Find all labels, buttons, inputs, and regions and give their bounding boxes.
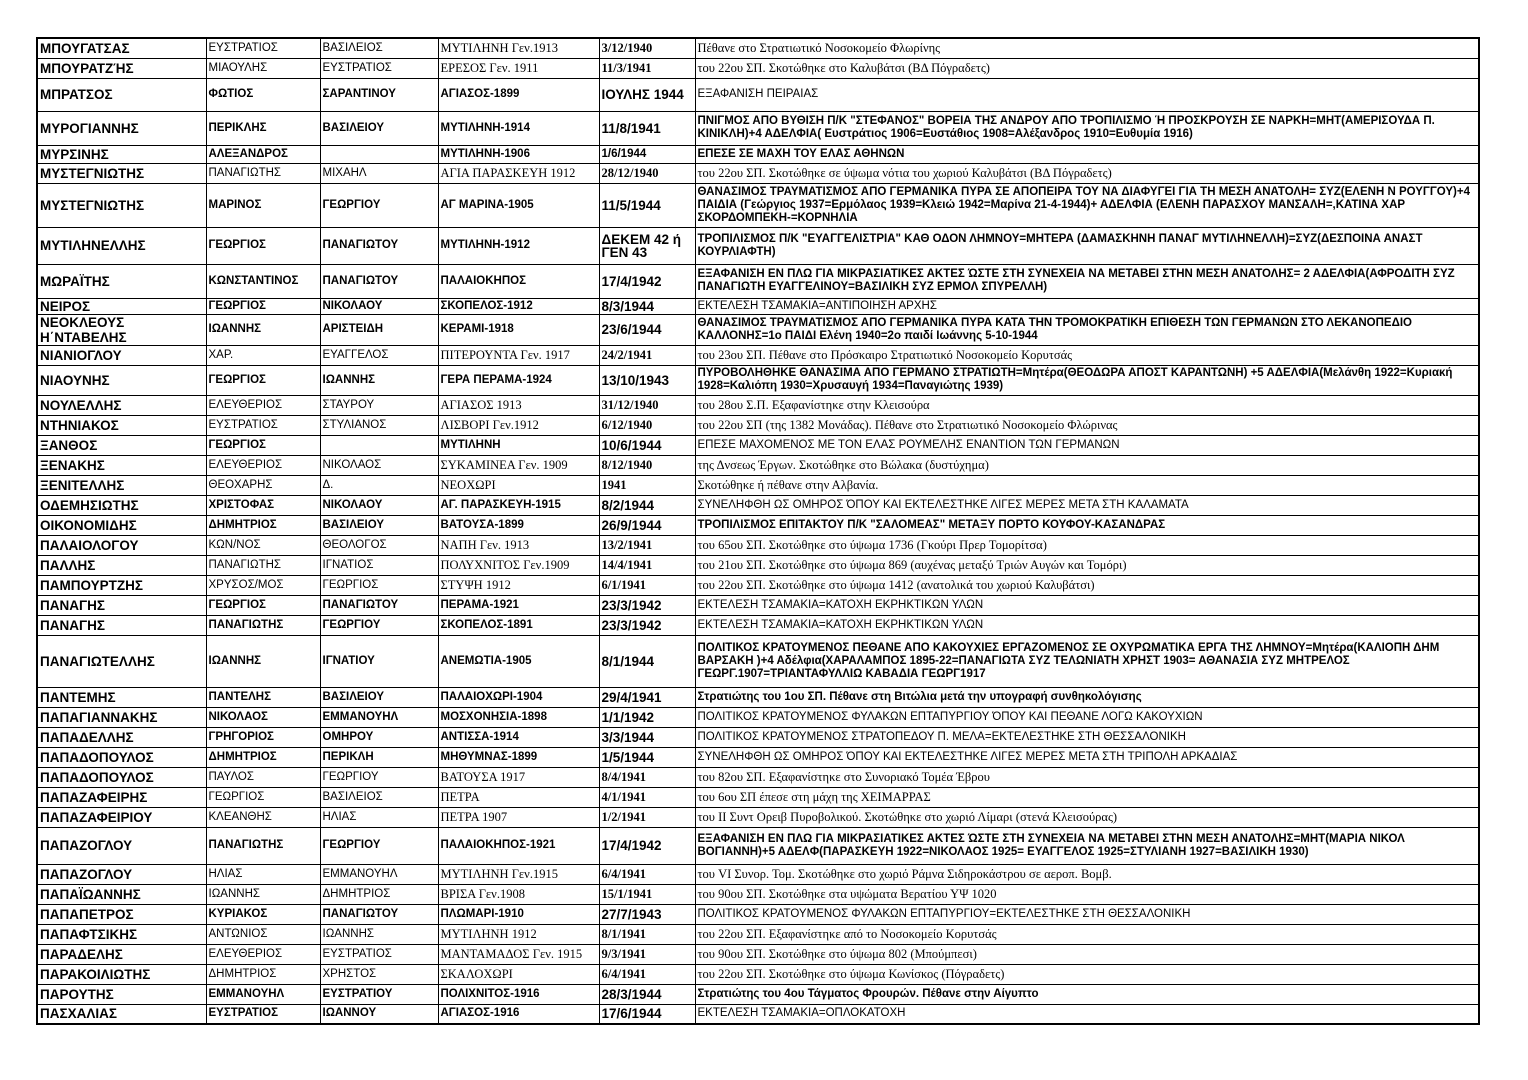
cell-father-name: ΝΙΚΟΛΑΟΥ: [320, 495, 438, 515]
table-row: [37, 807, 1479, 827]
cell-first-name: ΑΝΤΩΝΙΟΣ: [206, 924, 320, 944]
cell-first-name: ΓΕΩΡΓΙΟΣ: [206, 787, 320, 807]
cell-date: 8/1/1941: [599, 924, 695, 944]
cell-birthplace-year: ΜΑΝΤΑΜΑΔΟΣ Γεν. 1915: [438, 944, 599, 964]
cell-surname: ΠΑΝΤΕΜΗΣ: [37, 687, 206, 707]
cell-notes: ΠΥΡΟΒΟΛΗΘΗΚΕ ΘΑΝΑΣΙΜΑ ΑΠΟ ΓΕΡΜΑΝΟ ΣΤΡΑΤΙΩΤΗ=Μητέρα(ΘΕΟΔΩΡΑ ΑΠΟΣΤ ΚΑΡΑΝΤΩΝΗ) +5 ΑΔΕΛΦΙΑ(Μελάνθη 1922=Κυριακή 1928=Καλιόπη 1930=Χρυσαυγή 1934=Παναγιώτης 1939): [695, 365, 1479, 395]
cell-surname: ΠΑΠΑΔΟΠΟΥΛΟΣ: [37, 767, 206, 787]
cell-birthplace-year: ΝΑΠΗ Γεν. 1913: [438, 535, 599, 555]
cell-notes: Πέθανε στο Στρατιωτικό Νοσοκομείο Φλωρίνης: [695, 38, 1479, 58]
cell-notes: του 22ου ΣΠ. Εξαφανίστηκε από το Νοσοκομείο Κορυτσάς: [695, 924, 1479, 944]
cell-date: 1/2/1941: [599, 807, 695, 827]
cell-birthplace-year: ΠΑΛΑΙΟΚΗΠΟΣ: [438, 264, 599, 298]
cell-date: 14/4/1941: [599, 555, 695, 575]
cell-father-name: ΒΑΣΙΛΕΙΟΥ: [320, 515, 438, 535]
cell-father-name: ΕΥΣΤΡΑΤΙΟΥ: [320, 984, 438, 1004]
cell-surname: ΝΙΑΟΥΝΗΣ: [37, 365, 206, 395]
cell-first-name: ΧΡΥΣΟΣ/ΜΟΣ: [206, 575, 320, 595]
cell-notes: ΕΚΤΕΛΕΣΗ ΤΣΑΜΑΚΙΑ=ΚΑΤΟΧΗ ΕΚΡΗΚΤΙΚΩΝ ΥΛΩΝ: [695, 615, 1479, 635]
table-row: [37, 78, 1479, 111]
cell-notes: του 22ου ΣΠ. Σκοτώθηκε στο Καλυβάτσι (ΒΔ Πόγραδετς): [695, 58, 1479, 78]
cell-notes: ΕΚΤΕΛΕΣΗ ΤΣΑΜΑΚΙΑ=ΟΠΛΟΚΑΤΟΧΗ: [695, 1004, 1479, 1024]
cell-surname: ΠΑΝΑΓΙΩΤΕΛΛΗΣ: [37, 635, 206, 687]
cell-date: 11/8/1941: [599, 111, 695, 145]
cell-first-name: ΙΩΑΝΝΗΣ: [206, 884, 320, 904]
cell-notes: ΠΟΛΙΤΙΚΟΣ ΚΡΑΤΟΥΜΕΝΟΣ ΦΥΛΑΚΩΝ ΕΠΤΑΠΥΡΓΙΟΥ=ΕΚΤΕΛΕΣΤΗΚΕ ΣΤΗ ΘΕΣΣΑΛΟΝΙΚΗ: [695, 904, 1479, 924]
table-row: [37, 345, 1479, 365]
cell-notes: ΤΡΟΠΙΛΙΣΜΟΣ ΕΠΙΤΑΚΤΟΥ Π/Κ "ΣΑΛΟΜΕΑΣ" ΜΕΤΑΞΥ ΠΟΡΤΟ ΚΟΥΦΟΥ-ΚΑΣΑΝΔΡΑΣ: [695, 515, 1479, 535]
cell-father-name: ΕΥΑΓΓΕΛΟΣ: [320, 345, 438, 365]
cell-surname: ΜΩΡΑΪΤΗΣ: [37, 264, 206, 298]
cell-first-name: ΚΩΝΣΤΑΝΤΙΝΟΣ: [206, 264, 320, 298]
cell-birthplace-year: ΠΑΛΑΙΟΧΩΡΙ-1904: [438, 687, 599, 707]
cell-first-name: ΓΕΩΡΓΙΟΣ: [206, 435, 320, 455]
cell-date: 6/4/1941: [599, 864, 695, 884]
table-row: [37, 884, 1479, 904]
table-row: [37, 111, 1479, 145]
cell-first-name: ΠΑΝΤΕΛΗΣ: [206, 687, 320, 707]
cell-first-name: ΕΥΣΤΡΑΤΙΟΣ: [206, 38, 320, 58]
table-row: [37, 455, 1479, 475]
table-row: [37, 535, 1479, 555]
cell-birthplace-year: ΣΥΚΑΜΙΝΕΑ Γεν. 1909: [438, 455, 599, 475]
cell-first-name: ΓΕΩΡΓΙΟΣ: [206, 227, 320, 264]
cell-notes: ΠΟΛΙΤΙΚΟΣ ΚΡΑΤΟΥΜΕΝΟΣ ΦΥΛΑΚΩΝ ΕΠΤΑΠΥΡΓΙΟΥ ΌΠΟΥ ΚΑΙ ΠΕΘΑΝΕ ΛΟΓΩ ΚΑΚΟΥΧΙΩΝ: [695, 707, 1479, 727]
cell-surname: ΟΔΕΜΗΣΙΩΤΗΣ: [37, 495, 206, 515]
cell-surname: ΞΕΝΑΚΗΣ: [37, 455, 206, 475]
cell-first-name: ΕΛΕΥΘΕΡΙΟΣ: [206, 944, 320, 964]
cell-first-name: ΙΩΑΝΝΗΣ: [206, 635, 320, 687]
cell-father-name: ΒΑΣΙΛΕΙΟΥ: [320, 687, 438, 707]
cell-notes: ΕΠΕΣΕ ΣΕ ΜΑΧΗ ΤΟΥ ΕΛΑΣ ΑΘΗΝΩΝ: [695, 145, 1479, 163]
cell-birthplace-year: ΑΓΙΑΣΟΣ-1899: [438, 78, 599, 111]
cell-surname: ΝΙΑΝΙΟΓΛΟΥ: [37, 345, 206, 365]
cell-first-name: ΝΙΚΟΛΑΟΣ: [206, 707, 320, 727]
cell-surname: ΜΥΣΤΕΓΝΙΩΤΗΣ: [37, 163, 206, 183]
cell-first-name: ΧΑΡ.: [206, 345, 320, 365]
cell-surname: ΞΑΝΘΟΣ: [37, 435, 206, 455]
cell-father-name: ΣΤΥΛΙΑΝΟΣ: [320, 415, 438, 435]
cell-father-name: ΙΩΑΝΝΗΣ: [320, 365, 438, 395]
cell-date: 23/3/1942: [599, 595, 695, 615]
cell-notes: του 22ου ΣΠ (της 1382 Μονάδας). Πέθανε στο Στρατιωτικό Νοσοκομείο Φλώρινας: [695, 415, 1479, 435]
cell-date: 8/2/1944: [599, 495, 695, 515]
cell-date: 29/4/1941: [599, 687, 695, 707]
cell-date: 8/4/1941: [599, 767, 695, 787]
cell-father-name: ΣΤΑΥΡΟΥ: [320, 395, 438, 415]
cell-first-name: ΜΑΡΙΝΟΣ: [206, 183, 320, 227]
table-row: [37, 395, 1479, 415]
cell-birthplace-year: ΑΝΤΙΣΣΑ-1914: [438, 727, 599, 747]
cell-surname: ΠΑΠΑΓΙΑΝΝΑΚΗΣ: [37, 707, 206, 727]
cell-father-name: ΠΕΡΙΚΛΗ: [320, 747, 438, 767]
cell-surname: ΠΑΠΑΦΤΣΙΚΗΣ: [37, 924, 206, 944]
cell-date: 11/5/1944: [599, 183, 695, 227]
table-row: [37, 264, 1479, 298]
cell-surname: ΠΑΠΑΖΑΦΕΙΡΙΟΥ: [37, 807, 206, 827]
cell-surname: ΠΑΝΑΓΗΣ: [37, 595, 206, 615]
cell-notes: του 82ου ΣΠ. Εξαφανίστηκε στο Συνοριακό Τομέα Έβρου: [695, 767, 1479, 787]
cell-father-name: ΓΕΩΡΓΙΟΥ: [320, 615, 438, 635]
cell-father-name: ΕΥΣΤΡΑΤΙΟΣ: [320, 58, 438, 78]
cell-father-name: ΙΓΝΑΤΙΟΣ: [320, 555, 438, 575]
table-row: [37, 687, 1479, 707]
cell-date: ΔΕΚΕΜ 42 ή ΓΕΝ 43: [599, 227, 695, 264]
cell-date: 6/1/1941: [599, 575, 695, 595]
cell-birthplace-year: ΠΕΤΡΑ: [438, 787, 599, 807]
table-row: [37, 924, 1479, 944]
cell-birthplace-year: ΠΕΤΡΑ 1907: [438, 807, 599, 827]
table-row: [37, 575, 1479, 595]
cell-surname: ΝΕΟΚΛΕΟΥΣ Η΄ΝΤΑΒΕΛΗΣ: [37, 314, 206, 345]
cell-birthplace-year: ΠΟΛΥΧΝΙΤΟΣ Γεν.1909: [438, 555, 599, 575]
cell-first-name: ΙΩΑΝΝΗΣ: [206, 314, 320, 345]
cell-birthplace-year: ΣΚΑΛΟΧΩΡΙ: [438, 964, 599, 984]
cell-father-name: ΠΑΝΑΓΙΩΤΟΥ: [320, 264, 438, 298]
cell-first-name: ΔΗΜΗΤΡΙΟΣ: [206, 515, 320, 535]
cell-first-name: ΜΙΑΟΥΛΗΣ: [206, 58, 320, 78]
cell-surname: ΠΑΠΑΠΕΤΡΟΣ: [37, 904, 206, 924]
cell-first-name: ΓΕΩΡΓΙΟΣ: [206, 595, 320, 615]
cell-notes: ΕΞΑΦΑΝΙΣΗ ΠΕΙΡΑΙΑΣ: [695, 78, 1479, 111]
table-row: [37, 495, 1479, 515]
cell-birthplace-year: ΜΟΣΧΟΝΗΣΙΑ-1898: [438, 707, 599, 727]
cell-first-name: ΔΗΜΗΤΡΙΟΣ: [206, 964, 320, 984]
cell-birthplace-year: ΒΡΙΣΑ Γεν.1908: [438, 884, 599, 904]
table-row: [37, 227, 1479, 264]
cell-surname: ΠΑΠΑΔΟΠΟΥΛΟΣ: [37, 747, 206, 767]
cell-surname: ΜΥΡΣΙΝΗΣ: [37, 145, 206, 163]
cell-birthplace-year: ΜΥΤΙΛΗΝΗ Γεν.1915: [438, 864, 599, 884]
table-row: [37, 615, 1479, 635]
table-row: [37, 635, 1479, 687]
table-row: [37, 904, 1479, 924]
cell-birthplace-year: ΜΥΤΙΛΗΝΗ 1912: [438, 924, 599, 944]
cell-birthplace-year: ΠΛΩΜΑΡΙ-1910: [438, 904, 599, 924]
cell-birthplace-year: ΜΥΤΙΛΗΝΗ-1912: [438, 227, 599, 264]
cell-date: 3/12/1940: [599, 38, 695, 58]
cell-father-name: [320, 435, 438, 455]
cell-father-name: Δ.: [320, 475, 438, 495]
victims-table: [36, 37, 1480, 1025]
cell-birthplace-year: ΜΥΤΙΛΗΝΗ-1906: [438, 145, 599, 163]
cell-date: 27/7/1943: [599, 904, 695, 924]
cell-date: 17/4/1942: [599, 264, 695, 298]
cell-surname: ΠΑΡΑΚΟΙΛΙΩΤΗΣ: [37, 964, 206, 984]
table-row: [37, 58, 1479, 78]
cell-first-name: ΕΛΕΥΘΕΡΙΟΣ: [206, 395, 320, 415]
cell-notes: του 90ου ΣΠ. Σκοτώθηκε στο ύψωμα 802 (Μπούμπεσι): [695, 944, 1479, 964]
cell-date: 8/12/1940: [599, 455, 695, 475]
cell-birthplace-year: ΜΗΘΥΜΝΑΣ-1899: [438, 747, 599, 767]
cell-first-name: ΚΛΕΑΝΘΗΣ: [206, 807, 320, 827]
cell-date: 10/6/1944: [599, 435, 695, 455]
cell-date: 8/1/1944: [599, 635, 695, 687]
cell-surname: ΠΑΠΑΖΟΓΛΟΥ: [37, 827, 206, 864]
cell-birthplace-year: ΜΥΤΙΛΗΝΗ: [438, 435, 599, 455]
cell-surname: ΝΤΗΝΙΑΚΟΣ: [37, 415, 206, 435]
cell-father-name: ΙΓΝΑΤΙΟΥ: [320, 635, 438, 687]
cell-date: 9/3/1941: [599, 944, 695, 964]
table-row: [37, 787, 1479, 807]
cell-first-name: ΕΜΜΑΝΟΥΗΛ: [206, 984, 320, 1004]
table-row: [37, 984, 1479, 1004]
cell-date: 11/3/1941: [599, 58, 695, 78]
cell-birthplace-year: ΚΕΡΑΜΙ-1918: [438, 314, 599, 345]
cell-notes: του 23ου ΣΠ. Πέθανε στο Πρόσκαιρο Στρατιωτικό Νοσοκομείο Κορυτσάς: [695, 345, 1479, 365]
cell-father-name: ΕΜΜΑΝΟΥΗΛ: [320, 707, 438, 727]
cell-notes: του 90ου ΣΠ. Σκοτώθηκε στα υψώματα Βερατίου ΥΨ 1020: [695, 884, 1479, 904]
cell-notes: του 22ου ΣΠ. Σκοτώθηκε στο ύψωμα 1412 (ανατολικά του χωριού Καλυβάτσι): [695, 575, 1479, 595]
table-row: [37, 864, 1479, 884]
cell-notes: Στρατιώτης του 4ου Τάγματος Φρουρών. Πέθανε στην Αίγυπτο: [695, 984, 1479, 1004]
document-page: [36, 37, 1478, 1025]
table-row: [37, 747, 1479, 767]
cell-father-name: ΙΩΑΝΝΗΣ: [320, 924, 438, 944]
cell-date: 23/6/1944: [599, 314, 695, 345]
table-row: [37, 145, 1479, 163]
cell-birthplace-year: ΑΓΙΑΣΟΣ 1913: [438, 395, 599, 415]
cell-notes: ΣΥΝΕΛΗΦΘΗ ΩΣ ΟΜΗΡΟΣ ΌΠΟΥ ΚΑΙ ΕΚΤΕΛΕΣΤΗΚΕ ΛΙΓΕΣ ΜΕΡΕΣ ΜΕΤΑ ΣΤΗ ΤΡΙΠΟΛΗ ΑΡΚΑΔΙΑΣ: [695, 747, 1479, 767]
cell-birthplace-year: ΒΑΤΟΥΣΑ 1917: [438, 767, 599, 787]
cell-birthplace-year: ΛΙΣΒΟΡΙ Γεν.1912: [438, 415, 599, 435]
cell-first-name: ΕΥΣΤΡΑΤΙΟΣ: [206, 415, 320, 435]
cell-first-name: ΧΡΙΣΤΟΦΑΣ: [206, 495, 320, 515]
cell-birthplace-year: ΒΑΤΟΥΣΑ-1899: [438, 515, 599, 535]
cell-first-name: ΑΛΕΞΑΝΔΡΟΣ: [206, 145, 320, 163]
cell-father-name: ΕΜΜΑΝΟΥΗΛ: [320, 864, 438, 884]
cell-surname: ΝΟΥΛΕΛΛΗΣ: [37, 395, 206, 415]
cell-father-name: ΟΜΗΡΟΥ: [320, 727, 438, 747]
cell-father-name: ΒΑΣΙΛΕΙΟΣ: [320, 787, 438, 807]
cell-first-name: ΠΑΝΑΓΙΩΤΗΣ: [206, 615, 320, 635]
table-row: [37, 298, 1479, 314]
cell-date: 13/10/1943: [599, 365, 695, 395]
cell-surname: ΠΑΡΑΔΕΛΗΣ: [37, 944, 206, 964]
cell-date: 28/3/1944: [599, 984, 695, 1004]
cell-first-name: ΚΩΝ/ΝΟΣ: [206, 535, 320, 555]
cell-notes: ΕΚΤΕΛΕΣΗ ΤΣΑΜΑΚΙΑ=ΑΝΤΙΠΟΙΗΣΗ ΑΡΧΗΣ: [695, 298, 1479, 314]
cell-notes: του 65ου ΣΠ. Σκοτώθηκε στο ύψωμα 1736 (Γκούρι Πρερ Τομορίτσα): [695, 535, 1479, 555]
table-row: [37, 707, 1479, 727]
cell-first-name: ΠΑΝΑΓΙΩΤΗΣ: [206, 163, 320, 183]
cell-father-name: ΒΑΣΙΛΕΙΟΣ: [320, 38, 438, 58]
cell-notes: ΕΠΕΣΕ ΜΑΧΟΜΕΝΟΣ ΜΕ ΤΟΝ ΕΛΑΣ ΡΟΥΜΕΛΗΣ ΕΝΑΝΤΙΟΝ ΤΩΝ ΓΕΡΜΑΝΩΝ: [695, 435, 1479, 455]
cell-father-name: ΓΕΩΡΓΙΟΥ: [320, 183, 438, 227]
cell-surname: ΟΙΚΟΝΟΜΙΔΗΣ: [37, 515, 206, 535]
cell-date: 1/6/1944: [599, 145, 695, 163]
cell-first-name: ΠΕΡΙΚΛΗΣ: [206, 111, 320, 145]
cell-father-name: ΠΑΝΑΓΙΩΤΟΥ: [320, 227, 438, 264]
cell-date: 1941: [599, 475, 695, 495]
cell-father-name: ΙΩΑΝΝΟΥ: [320, 1004, 438, 1024]
cell-date: 24/2/1941: [599, 345, 695, 365]
cell-surname: ΠΑΠΑΪΩΑΝΝΗΣ: [37, 884, 206, 904]
cell-surname: ΜΠΟΥΡΑΤΖΉΣ: [37, 58, 206, 78]
cell-notes: Σκοτώθηκε ή πέθανε στην Αλβανία.: [695, 475, 1479, 495]
cell-father-name: [320, 145, 438, 163]
cell-surname: ΠΑΠΑΖΟΓΛΟΥ: [37, 864, 206, 884]
cell-father-name: ΣΑΡΑΝΤΙΝΟΥ: [320, 78, 438, 111]
cell-first-name: ΚΥΡΙΑΚΟΣ: [206, 904, 320, 924]
cell-notes: του ΙΙ Συντ Ορειβ Πυροβολικού. Σκοτώθηκε στο χωριό Λίμαρι (στενά Κλεισούρας): [695, 807, 1479, 827]
cell-father-name: ΑΡΙΣΤΕΙΔΗ: [320, 314, 438, 345]
table-body: [37, 38, 1479, 1024]
cell-birthplace-year: ΠΙΤΕΡΟΥΝΤΑ Γεν. 1917: [438, 345, 599, 365]
cell-date: 17/4/1942: [599, 827, 695, 864]
table-row: [37, 415, 1479, 435]
table-row: [37, 964, 1479, 984]
cell-notes: ΕΚΤΕΛΕΣΗ ΤΣΑΜΑΚΙΑ=ΚΑΤΟΧΗ ΕΚΡΗΚΤΙΚΩΝ ΥΛΩΝ: [695, 595, 1479, 615]
cell-notes: ΘΑΝΑΣΙΜΟΣ ΤΡΑΥΜΑΤΙΣΜΟΣ ΑΠΟ ΓΕΡΜΑΝΙΚΑ ΠΥΡΑ ΚΑΤΑ ΤΗΝ ΤΡΟΜΟΚΡΑΤΙΚΗ ΕΠΙΘΕΣΗ ΤΩΝ ΓΕΡΜΑΝΩΝ ΣΤΟ ΛΕΚΑΝΟΠΕΔΙΟ ΚΑΛΛΟΝΗΣ=1ο ΠΑΙΔΙ Ελένη 1940=2ο παιδί Ιωάννης 5-10-1944: [695, 314, 1479, 345]
table-row: [37, 365, 1479, 395]
table-row: [37, 595, 1479, 615]
cell-first-name: ΕΛΕΥΘΕΡΙΟΣ: [206, 455, 320, 475]
cell-surname: ΜΥΣΤΕΓΝΙΩΤΗΣ: [37, 183, 206, 227]
cell-notes: του VI Συνορ. Τομ. Σκοτώθηκε στο χωριό Ράμνα Σιδηροκάστρου σε αεροπ. Βομβ.: [695, 864, 1479, 884]
cell-birthplace-year: ΣΤΥΨΗ 1912: [438, 575, 599, 595]
cell-notes: Στρατιώτης του 1ου ΣΠ. Πέθανε στη Βιτώλια μετά την υπογραφή συνθηκολόγισης: [695, 687, 1479, 707]
cell-notes: ΕΞΑΦΑΝΙΣΗ ΕΝ ΠΛΩ ΓΙΑ ΜΙΚΡΑΣΙΑΤΙΚΕΣ ΑΚΤΕΣ ΏΣΤΕ ΣΤΗ ΣΥΝΕΧΕΙΑ ΝΑ ΜΕΤΑΒΕΙ ΣΤΗΝ ΜΕΣΗ ΑΝΑΤΟΛΗΣ=ΜΗΤ(ΜΑΡΙΑ ΝΙΚΟΛ ΒΟΓΙΑΝΝΗ)+5 ΑΔΕΛΦ(ΠΑΡΑΣΚΕΥΗ 1922=ΝΙΚΟΛΑΟΣ 1925= ΕΥΑΓΓΕΛΟΣ 1925=ΣΤΥΛΙΑΝΗ 1927=ΒΑΣΙΛΙΚΗ 1930): [695, 827, 1479, 864]
table-row: [37, 767, 1479, 787]
cell-surname: ΞΕΝΙΤΕΛΛΗΣ: [37, 475, 206, 495]
cell-surname: ΝΕΙΡΟΣ: [37, 298, 206, 314]
cell-notes: του 22ου ΣΠ. Σκοτώθηκε σε ύψωμα νότια του χωριού Καλυβάτσι (ΒΔ Πόγραδετς): [695, 163, 1479, 183]
cell-birthplace-year: ΑΓ ΜΑΡΙΝΑ-1905: [438, 183, 599, 227]
cell-notes: ΤΡΟΠΙΛΙΣΜΟΣ Π/Κ "ΕΥΑΓΓΕΛΙΣΤΡΙΑ" ΚΑΘ ΟΔΟΝ ΛΗΜΝΟΥ=ΜΗΤΕΡΑ (ΔΑΜΑΣΚΗΝΗ ΠΑΝΑΓ ΜΥΤΙΛΗΝΕΛΛΗ)=ΣΥΖ(ΔΕΣΠΟΙΝΑ ΑΝΑΣΤ ΚΟΥΡΛΙΑΦΤΗ): [695, 227, 1479, 264]
cell-date: 28/12/1940: [599, 163, 695, 183]
table-row: [37, 555, 1479, 575]
cell-first-name: ΦΩΤΙΟΣ: [206, 78, 320, 111]
cell-birthplace-year: ΠΑΛΑΙΟΚΗΠΟΣ-1921: [438, 827, 599, 864]
cell-father-name: ΠΑΝΑΓΙΩΤΟΥ: [320, 904, 438, 924]
cell-notes: του 22ου ΣΠ. Σκοτώθηκε στο ύψωμα Κωνίσκος (Πόγραδετς): [695, 964, 1479, 984]
cell-date: 13/2/1941: [599, 535, 695, 555]
table-row: [37, 727, 1479, 747]
cell-notes: ΕΞΑΦΑΝΙΣΗ ΕΝ ΠΛΩ ΓΙΑ ΜΙΚΡΑΣΙΑΤΙΚΕΣ ΑΚΤΕΣ ΏΣΤΕ ΣΤΗ ΣΥΝΕΧΕΙΑ ΝΑ ΜΕΤΑΒΕΙ ΣΤΗΝ ΜΕΣΗ ΑΝΑΤΟΛΗΣ= 2 ΑΔΕΛΦΙΑ(ΑΦΡΟΔΙΤΗ ΣΥΖ ΠΑΝΑΓΙΩΤΗ ΕΥΑΓΓΕΛΙΝΟΥ=ΒΑΣΙΛΙΚΗ ΣΥΖ ΕΡΜΟΛ ΣΠΥΡΕΛΛΗ): [695, 264, 1479, 298]
cell-father-name: ΔΗΜΗΤΡΙΟΣ: [320, 884, 438, 904]
cell-notes: του 21ου ΣΠ. Σκοτώθηκε στο ύψωμα 869 (αυχένας μεταξύ Τριών Αυγών και Τομόρι): [695, 555, 1479, 575]
cell-father-name: ΗΛΙΑΣ: [320, 807, 438, 827]
table-row: [37, 314, 1479, 345]
cell-surname: ΜΠΡΑΤΣΟΣ: [37, 78, 206, 111]
cell-surname: ΠΑΜΠΟΥΡΤΖΗΣ: [37, 575, 206, 595]
table-row: [37, 827, 1479, 864]
cell-surname: ΠΑΠΑΔΕΛΛΗΣ: [37, 727, 206, 747]
cell-first-name: ΠΑΝΑΓΙΩΤΗΣ: [206, 555, 320, 575]
cell-father-name: ΒΑΣΙΛΕΙΟΥ: [320, 111, 438, 145]
cell-date: 6/12/1940: [599, 415, 695, 435]
cell-first-name: ΔΗΜΗΤΡΙΟΣ: [206, 747, 320, 767]
cell-notes: ΠΝΙΓΜΟΣ ΑΠΟ ΒΥΘΙΣΗ Π/Κ "ΣΤΕΦΑΝΟΣ" ΒΟΡΕΙΑ ΤΗΣ ΑΝΔΡΟΥ ΑΠΟ ΤΡΟΠΙΛΙΣΜΟ Ή ΠΡΟΣΚΡΟΥΣΗ ΣΕ ΝΑΡΚΗ=ΜΗΤ(ΑΜΕΡΙΣΟΥΔΑ Π. ΚΙΝΙΚΛΗ)+4 ΑΔΕΛΦΙΑ( Ευστράτιος 1906=Ευστάθιος 1908=Αλέξανδρος 1910=Ευθυμία 1916): [695, 111, 1479, 145]
cell-date: 23/3/1942: [599, 615, 695, 635]
cell-date: 8/3/1944: [599, 298, 695, 314]
cell-surname: ΜΥΡΟΓΙΑΝΝΗΣ: [37, 111, 206, 145]
cell-father-name: ΘΕΟΛΟΓΟΣ: [320, 535, 438, 555]
cell-first-name: ΠΑΝΑΓΙΩΤΗΣ: [206, 827, 320, 864]
cell-father-name: ΓΕΩΡΓΙΟΥ: [320, 767, 438, 787]
cell-surname: ΜΠΟΥΓΑΤΣΑΣ: [37, 38, 206, 58]
cell-birthplace-year: ΑΝΕΜΩΤΙΑ-1905: [438, 635, 599, 687]
cell-date: 6/4/1941: [599, 964, 695, 984]
cell-date: 17/6/1944: [599, 1004, 695, 1024]
cell-notes: ΘΑΝΑΣΙΜΟΣ ΤΡΑΥΜΑΤΙΣΜΟΣ ΑΠΟ ΓΕΡΜΑΝΙΚΑ ΠΥΡΑ ΣΕ ΑΠΟΠΕΙΡΑ ΤΟΥ ΝΑ ΔΙΑΦΥΓΕΙ ΓΙΑ ΤΗ ΜΕΣΗ ΑΝΑΤΟΛΗ= ΣΥΖ(ΕΛΕΝΗ Ν ΡΟΥΓΓΟΥ)+4 ΠΑΙΔΙΑ (Γεώργιος 1937=Ερμόλαος 1939=Κλειώ 1942=Μαρίνα 21-4-1944)+ ΑΔΕΛΦΙΑ (ΕΛΕΝΗ ΠΑΡΑΣΧΟΥ ΜΑΝΣΑΛΗ=,ΚΑΤΙΝΑ ΧΑΡ ΣΚΟΡΔΟΜΠΕΚΗ-=ΚΟΡΝΗΛΙΑ: [695, 183, 1479, 227]
cell-date: ΙΟΥΛΗΣ 1944: [599, 78, 695, 111]
cell-first-name: ΓΕΩΡΓΙΟΣ: [206, 365, 320, 395]
cell-notes: ΠΟΛΙΤΙΚΟΣ ΚΡΑΤΟΥΜΕΝΟΣ ΠΕΘΑΝΕ ΑΠΟ ΚΑΚΟΥΧΙΕΣ ΕΡΓΑΖΟΜΕΝΟΣ ΣΕ ΟΧΥΡΩΜΑΤΙΚΑ ΕΡΓΑ ΤΗΣ ΛΗΜΝΟΥ=Μητέρα(ΚΑΛΙΟΠΗ ΔΗΜ ΒΑΡΣΑΚΗ )+4 Αδέλφια(ΧΑΡΑΛΑΜΠΟΣ 1895-22=ΠΑΝΑΓΙΩΤΑ ΣΥΖ ΤΕΛΩΝΙΑΤΗ ΧΡΗΣΤ 1903= ΑΘΑΝΑΣΙΑ ΣΥΖ ΜΗΤΡΕΛΟΣ ΓΕΩΡΓ.1907=ΤΡΙΑΝΤΑΦΥΛΛΙΩ ΚΑΒΑΔΙΑ ΓΕΩΡΓ1917: [695, 635, 1479, 687]
cell-date: 15/1/1941: [599, 884, 695, 904]
cell-notes: του 6ου ΣΠ έπεσε στη μάχη της ΧΕΙΜΑΡΡΑΣ: [695, 787, 1479, 807]
cell-date: 26/9/1944: [599, 515, 695, 535]
cell-surname: ΠΑΠΑΖΑΦΕΙΡΗΣ: [37, 787, 206, 807]
cell-father-name: ΝΙΚΟΛΑΟΥ: [320, 298, 438, 314]
cell-birthplace-year: ΠΟΛΙΧΝΙΤΟΣ-1916: [438, 984, 599, 1004]
cell-first-name: ΘΕΟΧΑΡΗΣ: [206, 475, 320, 495]
cell-birthplace-year: ΣΚΟΠΕΛΟΣ-1912: [438, 298, 599, 314]
cell-father-name: ΜΙΧΑΗΛ: [320, 163, 438, 183]
table-row: [37, 944, 1479, 964]
cell-surname: ΠΑΛΑΙΟΛΟΓΟΥ: [37, 535, 206, 555]
table-row: [37, 38, 1479, 58]
table-row: [37, 435, 1479, 455]
cell-father-name: ΠΑΝΑΓΙΩΤΟΥ: [320, 595, 438, 615]
table-row: [37, 183, 1479, 227]
table-row: [37, 515, 1479, 535]
cell-father-name: ΕΥΣΤΡΑΤΙΟΣ: [320, 944, 438, 964]
cell-first-name: ΕΥΣΤΡΑΤΙΟΣ: [206, 1004, 320, 1024]
cell-father-name: ΓΕΩΡΓΙΟΥ: [320, 827, 438, 864]
cell-father-name: ΧΡΗΣΤΟΣ: [320, 964, 438, 984]
cell-first-name: ΠΑΥΛΟΣ: [206, 767, 320, 787]
cell-date: 1/5/1944: [599, 747, 695, 767]
cell-birthplace-year: ΜΥΤΙΛΗΝΗ Γεν.1913: [438, 38, 599, 58]
cell-birthplace-year: ΠΕΡΑΜΑ-1921: [438, 595, 599, 615]
cell-notes: ΠΟΛΙΤΙΚΟΣ ΚΡΑΤΟΥΜΕΝΟΣ ΣΤΡΑΤΟΠΕΔΟΥ Π. ΜΕΛΑ=ΕΚΤΕΛΕΣΤΗΚΕ ΣΤΗ ΘΕΣΣΑΛΟΝΙΚΗ: [695, 727, 1479, 747]
cell-first-name: ΓΡΗΓΟΡΙΟΣ: [206, 727, 320, 747]
cell-birthplace-year: ΕΡΕΣΟΣ Γεν. 1911: [438, 58, 599, 78]
cell-date: 3/3/1944: [599, 727, 695, 747]
cell-first-name: ΓΕΩΡΓΙΟΣ: [206, 298, 320, 314]
cell-date: 1/1/1942: [599, 707, 695, 727]
cell-surname: ΠΑΣΧΑΛΙΑΣ: [37, 1004, 206, 1024]
cell-notes: του 28ου Σ.Π. Εξαφανίστηκε στην Κλεισούρα: [695, 395, 1479, 415]
cell-date: 4/1/1941: [599, 787, 695, 807]
table-row: [37, 1004, 1479, 1024]
cell-birthplace-year: ΜΥΤΙΛΗΝΗ-1914: [438, 111, 599, 145]
cell-surname: ΜΥΤΙΛΗΝΕΛΛΗΣ: [37, 227, 206, 264]
cell-birthplace-year: ΣΚΟΠΕΛΟΣ-1891: [438, 615, 599, 635]
cell-notes: της Δνσεως Έργων. Σκοτώθηκε στο Βώλακα (δυστύχημα): [695, 455, 1479, 475]
cell-surname: ΠΑΛΛΗΣ: [37, 555, 206, 575]
table-row: [37, 163, 1479, 183]
cell-father-name: ΓΕΩΡΓΙΟΣ: [320, 575, 438, 595]
table-row: [37, 475, 1479, 495]
cell-date: 31/12/1940: [599, 395, 695, 415]
cell-surname: ΠΑΡΟΥΤΗΣ: [37, 984, 206, 1004]
cell-birthplace-year: ΝΕΟΧΩΡΙ: [438, 475, 599, 495]
cell-birthplace-year: ΓΕΡΑ ΠΕΡΑΜΑ-1924: [438, 365, 599, 395]
cell-surname: ΠΑΝΑΓΗΣ: [37, 615, 206, 635]
cell-father-name: ΝΙΚΟΛΑΟΣ: [320, 455, 438, 475]
cell-birthplace-year: ΑΓΙΑ ΠΑΡΑΣΚΕΥΗ 1912: [438, 163, 599, 183]
cell-first-name: ΗΛΙΑΣ: [206, 864, 320, 884]
cell-birthplace-year: ΑΓΙΑΣΟΣ-1916: [438, 1004, 599, 1024]
cell-notes: ΣΥΝΕΛΗΦΘΗ ΩΣ ΟΜΗΡΟΣ ΌΠΟΥ ΚΑΙ ΕΚΤΕΛΕΣΤΗΚΕ ΛΙΓΕΣ ΜΕΡΕΣ ΜΕΤΑ ΣΤΗ ΚΑΛΑΜΑΤΑ: [695, 495, 1479, 515]
cell-birthplace-year: ΑΓ. ΠΑΡΑΣΚΕΥΗ-1915: [438, 495, 599, 515]
